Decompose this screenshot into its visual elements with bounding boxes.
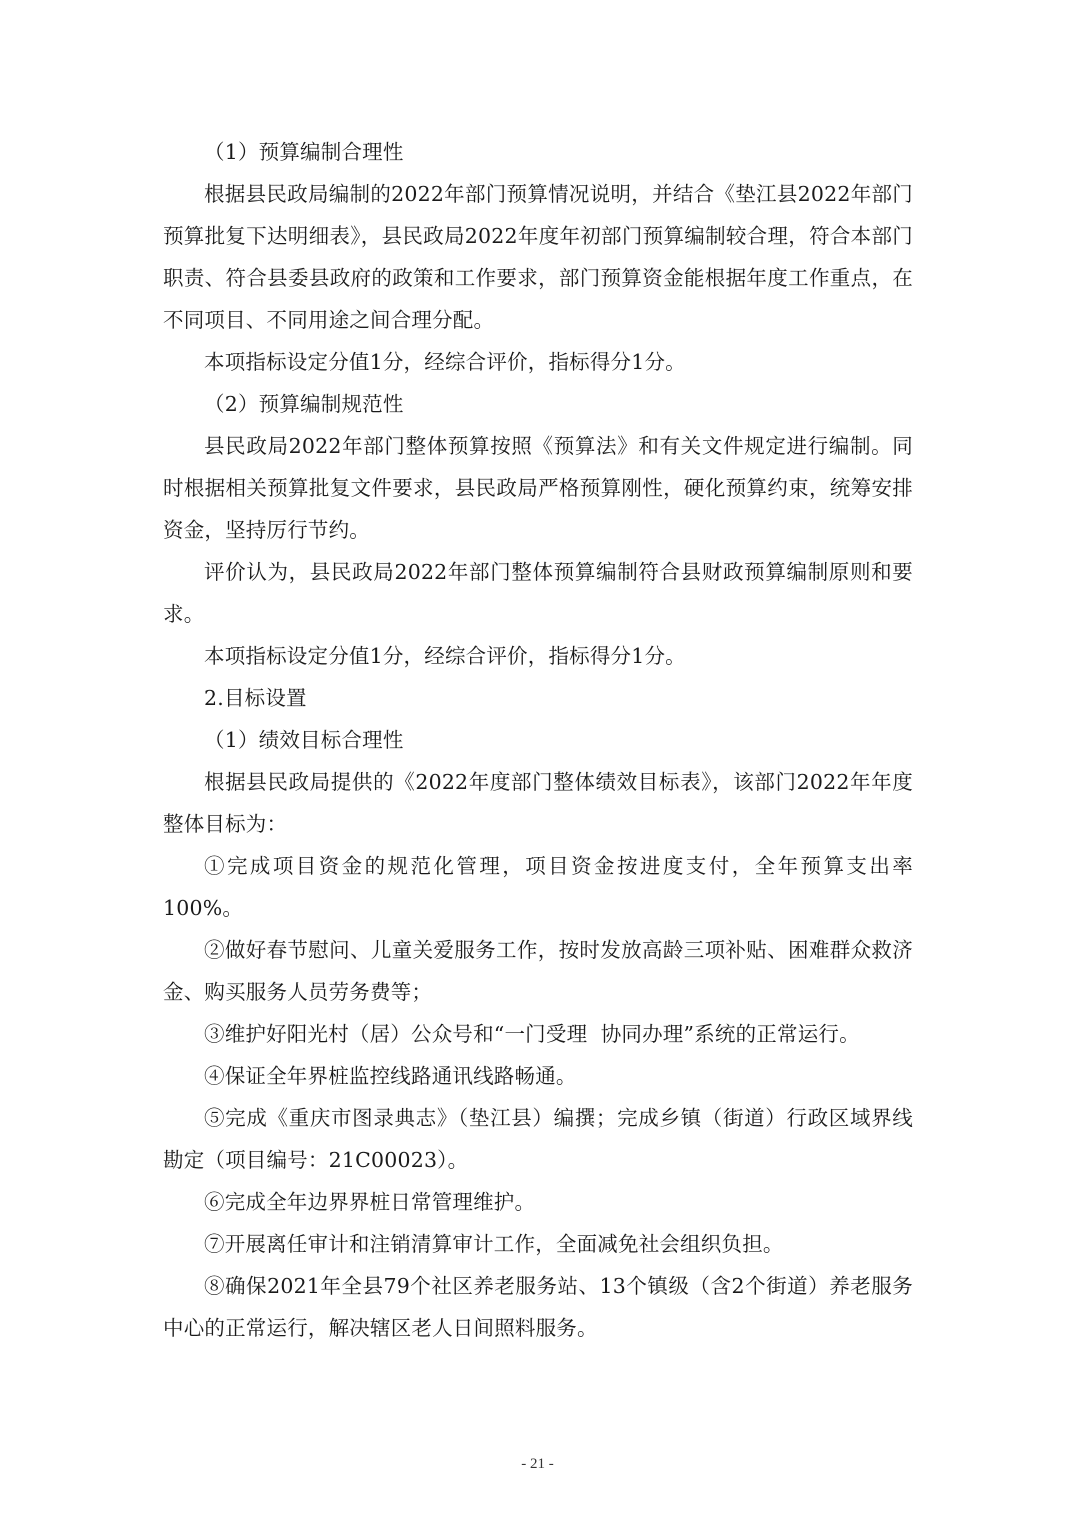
paragraph: 根据县民政局编制的2022年部门预算情况说明，并结合《垫江县2022年部门预算批复下达明细表》，县民政局2022年度年初部门预算编制较合理，符合本部门职责、符合县委县政府的政策和工作要求，部门预算资金能根据年度工作重点，在不同项目、不同用途之间合理分配。	[163, 182, 913, 332]
page-number: - 21 -	[521, 1456, 554, 1472]
list-item: ④保证全年界桩监控线路通讯线路畅通。	[204, 1064, 577, 1088]
paragraph: 本项指标设定分值1分，经综合评价，指标得分1分。	[204, 644, 686, 668]
list-item: ⑧确保2021年全县79个社区养老服务站、13个镇级（含2个街道）养老服务中心的正常运行，解决辖区老人日间照料服务。	[163, 1274, 913, 1340]
section-heading-target-setting: 2.目标设置	[204, 686, 307, 710]
subheading-budget-standardization: （2）预算编制规范性	[204, 392, 404, 416]
document-body	[163, 131, 913, 1349]
list-item: ①完成项目资金的规范化管理，项目资金按进度支付，全年预算支出率100%。	[163, 854, 913, 920]
paragraph: 评价认为，县民政局2022年部门整体预算编制符合县财政预算编制原则和要求。	[163, 560, 913, 626]
list-item: ②做好春节慰问、儿童关爱服务工作，按时发放高龄三项补贴、困难群众救济金、购买服务人员劳务费等；	[163, 938, 913, 1004]
list-item: ③维护好阳光村（居）公众号和“一门受理 协同办理”系统的正常运行。	[204, 1022, 860, 1046]
paragraph: 根据县民政局提供的《2022年度部门整体绩效目标表》，该部门2022年年度整体目标为：	[163, 770, 913, 836]
list-item: ⑤完成《重庆市图录典志》（垫江县）编撰；完成乡镇（街道）行政区域界线勘定（项目编号：21C00023）。	[163, 1106, 913, 1172]
subheading-budget-rationality: （1）预算编制合理性	[204, 140, 404, 164]
paragraph: 县民政局2022年部门整体预算按照《预算法》和有关文件规定进行编制。同时根据相关预算批复文件要求，县民政局严格预算刚性，硬化预算约束，统筹安排资金，坚持厉行节约。	[163, 434, 913, 542]
list-item: ⑥完成全年边界界桩日常管理维护。	[204, 1190, 536, 1214]
subheading-performance-target: （1）绩效目标合理性	[204, 728, 404, 752]
list-item: ⑦开展离任审计和注销清算审计工作，全面减免社会组织负担。	[204, 1232, 784, 1256]
paragraph: 本项指标设定分值1分，经综合评价，指标得分1分。	[204, 350, 686, 374]
